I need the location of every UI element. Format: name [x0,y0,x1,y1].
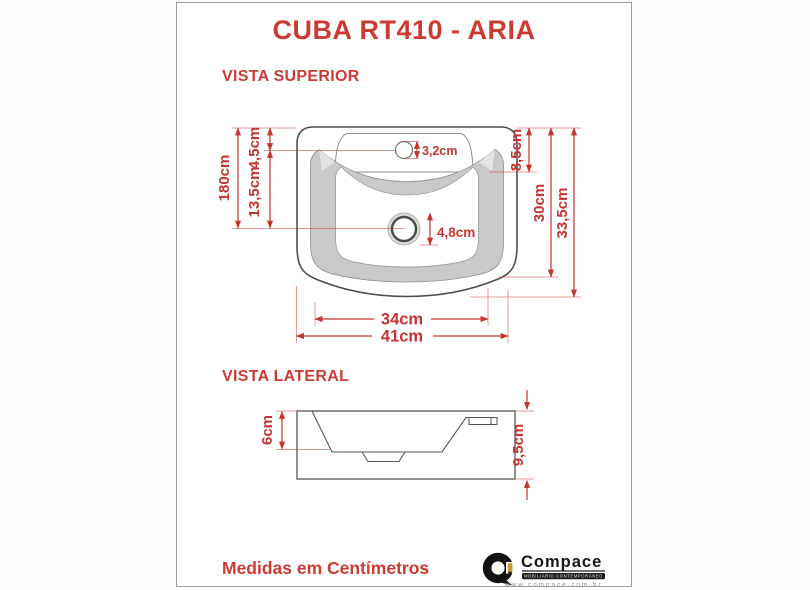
dim-overall-height: 180cm [216,154,233,202]
dim-rim-depth: 8,5cm [508,128,525,172]
side-body [297,411,515,479]
top-view-drawing [297,127,517,297]
dim-inner-width: 34cm [380,310,424,329]
dim-faucet-offset: 4,5cm [246,126,263,170]
dim-bowl-depth: 6cm [259,414,276,446]
brand-tagline: MOBILIÁRIO CONTEMPORÂNEO [523,573,604,579]
units-note: Medidas em Centímetros [222,558,430,578]
dim-bowl-offset: 13,5cm [246,166,263,218]
dim-inner-depth: 30cm [531,183,548,223]
brand-website: www.compace.com.br [505,581,603,589]
side-view-label: VISTA LATERAL [222,368,350,385]
page-title: CUBA RT410 - ARIA [272,15,536,45]
faucet-hole [396,142,413,159]
dim-total-depth: 33,5cm [554,187,571,239]
dim-faucet-hole: 3,2cm [422,144,458,158]
side-view-drawing [297,411,515,479]
dim-total-height: 9,5cm [510,423,527,467]
brand-name: Compace [521,553,603,571]
top-view-label: VISTA SUPERIOR [222,68,360,85]
brand-logo [481,548,613,590]
dim-total-width: 41cm [380,327,424,346]
dim-drain-hole: 4,8cm [437,225,476,240]
